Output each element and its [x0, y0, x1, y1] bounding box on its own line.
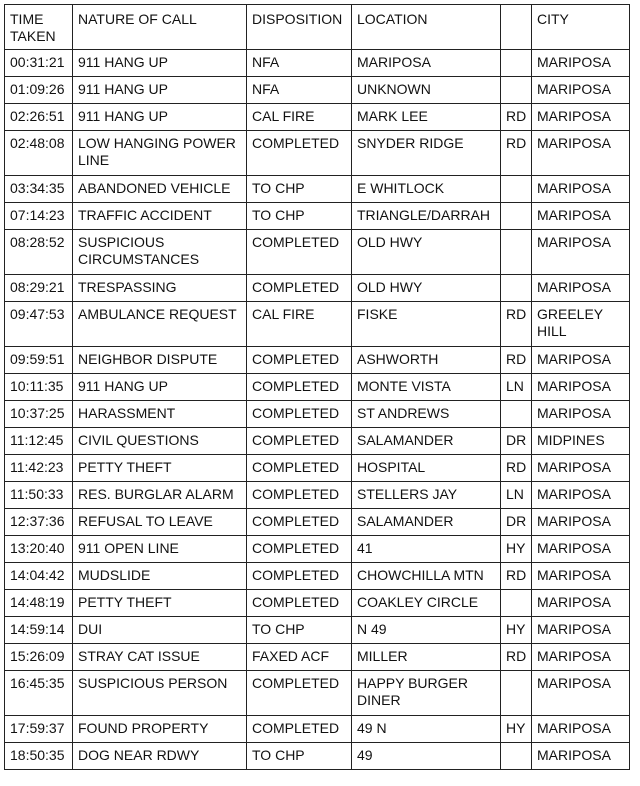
- cell-time: 03:34:35: [5, 176, 73, 203]
- cell-disposition: COMPLETED: [247, 509, 352, 536]
- cell-nature: PETTY THEFT: [73, 455, 247, 482]
- cell-city: MARIPOSA: [532, 347, 630, 374]
- cell-street-type: [501, 671, 532, 716]
- cell-nature: 911 HANG UP: [73, 77, 247, 104]
- cell-time: 15:26:09: [5, 644, 73, 671]
- cell-disposition: COMPLETED: [247, 716, 352, 743]
- cell-nature: STRAY CAT ISSUE: [73, 644, 247, 671]
- table-row: [5, 374, 630, 401]
- cell-disposition: CAL FIRE: [247, 302, 352, 347]
- cell-time: 09:47:53: [5, 302, 73, 347]
- cell-nature: CIVIL QUESTIONS: [73, 428, 247, 455]
- cell-city: MARIPOSA: [532, 716, 630, 743]
- cell-city: MARIPOSA: [532, 374, 630, 401]
- table-row: [5, 104, 630, 131]
- cell-street-type: RD: [501, 131, 532, 176]
- cell-street-type: LN: [501, 374, 532, 401]
- cell-disposition: COMPLETED: [247, 536, 352, 563]
- cell-city: MARIPOSA: [532, 77, 630, 104]
- cell-time: 13:20:40: [5, 536, 73, 563]
- cell-location: SALAMANDER: [352, 509, 501, 536]
- table-row: [5, 590, 630, 617]
- cell-city: MARIPOSA: [532, 644, 630, 671]
- cell-street-type: RD: [501, 104, 532, 131]
- table-row: [5, 275, 630, 302]
- header-street-type: [501, 5, 532, 50]
- table-row: [5, 743, 630, 770]
- cell-location: OLD HWY: [352, 275, 501, 302]
- cell-city: MARIPOSA: [532, 482, 630, 509]
- cell-nature: PETTY THEFT: [73, 590, 247, 617]
- cell-city: MARIPOSA: [532, 536, 630, 563]
- cell-city: MARIPOSA: [532, 104, 630, 131]
- cell-city: MARIPOSA: [532, 203, 630, 230]
- cell-street-type: [501, 401, 532, 428]
- cell-city: MIDPINES: [532, 428, 630, 455]
- table-row: [5, 302, 630, 347]
- cell-nature: TRAFFIC ACCIDENT: [73, 203, 247, 230]
- cell-disposition: TO CHP: [247, 743, 352, 770]
- cell-street-type: RD: [501, 644, 532, 671]
- cell-time: 01:09:26: [5, 77, 73, 104]
- cell-nature: MUDSLIDE: [73, 563, 247, 590]
- cell-nature: RES. BURGLAR ALARM: [73, 482, 247, 509]
- table-row: [5, 77, 630, 104]
- cell-location: HAPPY BURGER DINER: [352, 671, 501, 716]
- cell-street-type: [501, 743, 532, 770]
- cell-location: SNYDER RIDGE: [352, 131, 501, 176]
- table-row: [5, 671, 630, 716]
- cell-street-type: [501, 275, 532, 302]
- cell-nature: NEIGHBOR DISPUTE: [73, 347, 247, 374]
- cell-location: ST ANDREWS: [352, 401, 501, 428]
- cell-street-type: RD: [501, 563, 532, 590]
- cell-nature: 911 HANG UP: [73, 50, 247, 77]
- cell-time: 02:48:08: [5, 131, 73, 176]
- cell-disposition: COMPLETED: [247, 230, 352, 275]
- table-row: [5, 455, 630, 482]
- cell-city: MARIPOSA: [532, 455, 630, 482]
- table-row: [5, 644, 630, 671]
- cell-time: 18:50:35: [5, 743, 73, 770]
- cell-time: 08:29:21: [5, 275, 73, 302]
- cell-city: MARIPOSA: [532, 617, 630, 644]
- cell-street-type: [501, 176, 532, 203]
- call-log-table: [4, 4, 630, 770]
- cell-disposition: COMPLETED: [247, 563, 352, 590]
- cell-city: MARIPOSA: [532, 563, 630, 590]
- cell-nature: REFUSAL TO LEAVE: [73, 509, 247, 536]
- cell-location: 41: [352, 536, 501, 563]
- cell-street-type: HY: [501, 617, 532, 644]
- cell-time: 16:45:35: [5, 671, 73, 716]
- cell-street-type: [501, 50, 532, 77]
- cell-disposition: COMPLETED: [247, 590, 352, 617]
- cell-street-type: RD: [501, 455, 532, 482]
- cell-location: CHOWCHILLA MTN: [352, 563, 501, 590]
- cell-location: SALAMANDER: [352, 428, 501, 455]
- cell-time: 09:59:51: [5, 347, 73, 374]
- header-time-taken: TIME TAKEN: [5, 5, 73, 50]
- cell-location: N 49: [352, 617, 501, 644]
- table-row: [5, 176, 630, 203]
- cell-nature: 911 HANG UP: [73, 374, 247, 401]
- cell-street-type: RD: [501, 347, 532, 374]
- cell-location: STELLERS JAY: [352, 482, 501, 509]
- cell-disposition: COMPLETED: [247, 374, 352, 401]
- cell-disposition: NFA: [247, 77, 352, 104]
- cell-street-type: LN: [501, 482, 532, 509]
- cell-disposition: COMPLETED: [247, 401, 352, 428]
- header-nature-of-call: NATURE OF CALL: [73, 5, 247, 50]
- cell-city: MARIPOSA: [532, 743, 630, 770]
- cell-disposition: TO CHP: [247, 203, 352, 230]
- cell-street-type: [501, 230, 532, 275]
- cell-street-type: DR: [501, 428, 532, 455]
- cell-time: 17:59:37: [5, 716, 73, 743]
- header-location: LOCATION: [352, 5, 501, 50]
- cell-nature: HARASSMENT: [73, 401, 247, 428]
- cell-city: MARIPOSA: [532, 401, 630, 428]
- table-header: [5, 5, 630, 50]
- cell-disposition: COMPLETED: [247, 428, 352, 455]
- cell-location: MARK LEE: [352, 104, 501, 131]
- header-city: CITY: [532, 5, 630, 50]
- cell-disposition: COMPLETED: [247, 347, 352, 374]
- cell-disposition: FAXED ACF: [247, 644, 352, 671]
- cell-time: 00:31:21: [5, 50, 73, 77]
- table-row: [5, 428, 630, 455]
- cell-disposition: CAL FIRE: [247, 104, 352, 131]
- cell-nature: SUSPICIOUS PERSON: [73, 671, 247, 716]
- cell-location: 49: [352, 743, 501, 770]
- cell-city: MARIPOSA: [532, 230, 630, 275]
- cell-time: 14:04:42: [5, 563, 73, 590]
- table-row: [5, 50, 630, 77]
- table-row: [5, 347, 630, 374]
- cell-disposition: COMPLETED: [247, 131, 352, 176]
- cell-location: MONTE VISTA: [352, 374, 501, 401]
- cell-location: E WHITLOCK: [352, 176, 501, 203]
- cell-location: HOSPITAL: [352, 455, 501, 482]
- cell-time: 12:37:36: [5, 509, 73, 536]
- cell-street-type: DR: [501, 509, 532, 536]
- cell-time: 10:11:35: [5, 374, 73, 401]
- cell-location: FISKE: [352, 302, 501, 347]
- cell-city: GREELEY HILL: [532, 302, 630, 347]
- cell-location: MARIPOSA: [352, 50, 501, 77]
- cell-street-type: RD: [501, 302, 532, 347]
- cell-time: 07:14:23: [5, 203, 73, 230]
- table-row: [5, 482, 630, 509]
- table-row: [5, 509, 630, 536]
- cell-nature: ABANDONED VEHICLE: [73, 176, 247, 203]
- cell-time: 14:59:14: [5, 617, 73, 644]
- header-row: [5, 5, 630, 50]
- cell-disposition: COMPLETED: [247, 275, 352, 302]
- cell-street-type: HY: [501, 536, 532, 563]
- table-row: [5, 716, 630, 743]
- cell-time: 11:12:45: [5, 428, 73, 455]
- cell-location: OLD HWY: [352, 230, 501, 275]
- cell-nature: DOG NEAR RDWY: [73, 743, 247, 770]
- cell-street-type: HY: [501, 716, 532, 743]
- cell-location: UNKNOWN: [352, 77, 501, 104]
- table-row: [5, 131, 630, 176]
- table-body: [5, 50, 630, 770]
- cell-nature: TRESPASSING: [73, 275, 247, 302]
- cell-city: MARIPOSA: [532, 671, 630, 716]
- cell-city: MARIPOSA: [532, 509, 630, 536]
- cell-location: MILLER: [352, 644, 501, 671]
- cell-disposition: COMPLETED: [247, 482, 352, 509]
- header-disposition: DISPOSITION: [247, 5, 352, 50]
- cell-location: 49 N: [352, 716, 501, 743]
- table-row: [5, 203, 630, 230]
- cell-nature: LOW HANGING POWER LINE: [73, 131, 247, 176]
- cell-disposition: COMPLETED: [247, 671, 352, 716]
- cell-nature: 911 HANG UP: [73, 104, 247, 131]
- cell-city: MARIPOSA: [532, 176, 630, 203]
- cell-disposition: TO CHP: [247, 617, 352, 644]
- table-row: [5, 563, 630, 590]
- cell-disposition: COMPLETED: [247, 455, 352, 482]
- cell-city: MARIPOSA: [532, 131, 630, 176]
- cell-time: 02:26:51: [5, 104, 73, 131]
- cell-nature: AMBULANCE REQUEST: [73, 302, 247, 347]
- cell-city: MARIPOSA: [532, 590, 630, 617]
- cell-time: 08:28:52: [5, 230, 73, 275]
- cell-location: COAKLEY CIRCLE: [352, 590, 501, 617]
- cell-location: TRIANGLE/DARRAH: [352, 203, 501, 230]
- table-row: [5, 617, 630, 644]
- table-row: [5, 230, 630, 275]
- cell-street-type: [501, 77, 532, 104]
- cell-street-type: [501, 590, 532, 617]
- cell-nature: DUI: [73, 617, 247, 644]
- cell-disposition: TO CHP: [247, 176, 352, 203]
- table-row: [5, 536, 630, 563]
- cell-disposition: NFA: [247, 50, 352, 77]
- cell-nature: SUSPICIOUS CIRCUMSTANCES: [73, 230, 247, 275]
- cell-time: 10:37:25: [5, 401, 73, 428]
- cell-nature: FOUND PROPERTY: [73, 716, 247, 743]
- cell-nature: 911 OPEN LINE: [73, 536, 247, 563]
- cell-time: 11:50:33: [5, 482, 73, 509]
- cell-city: MARIPOSA: [532, 275, 630, 302]
- cell-location: ASHWORTH: [352, 347, 501, 374]
- cell-city: MARIPOSA: [532, 50, 630, 77]
- cell-time: 11:42:23: [5, 455, 73, 482]
- cell-time: 14:48:19: [5, 590, 73, 617]
- cell-street-type: [501, 203, 532, 230]
- table-row: [5, 401, 630, 428]
